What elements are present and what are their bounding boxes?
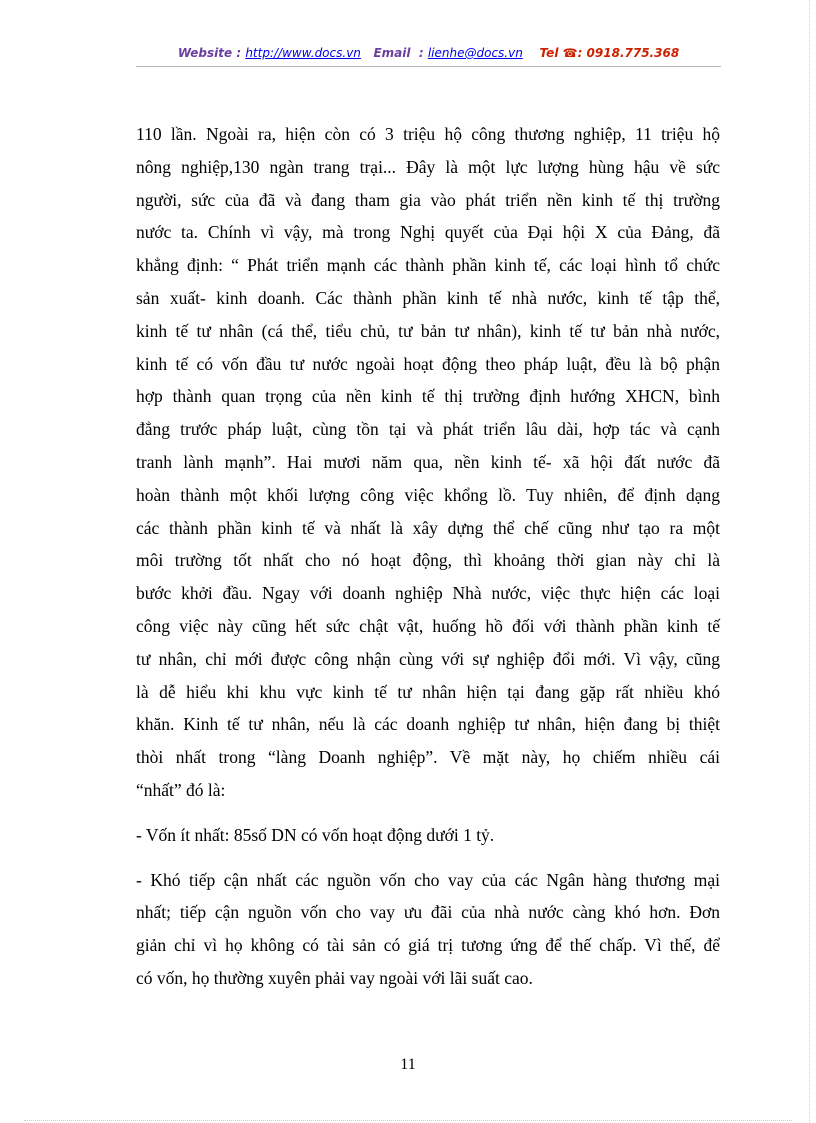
text-line: các thành phần kinh tế và nhất là xây dựng thể chế cũng như tạo ra một bbox=[136, 517, 720, 538]
page-bottom-border bbox=[24, 1120, 792, 1121]
text-line: hợp thành quan trọng của nền kinh tế thị trường định hướng XHCN, bình bbox=[136, 386, 720, 407]
text-line: giản chỉ vì họ không có tài sản có giá trị tương ứng để thế chấp. Vì thế, để bbox=[136, 935, 720, 956]
email-link[interactable]: lienhe@docs.vn bbox=[427, 46, 523, 60]
text-line: nước ta. Chính vì vậy, mà trong Nghị quyết của Đại hội X của Đảng, đã bbox=[136, 222, 720, 243]
paragraph bbox=[136, 864, 720, 995]
paragraph-gap bbox=[136, 852, 720, 864]
text-line: đẳng trước pháp luật, cùng tồn tại và phát triển lâu dài, hợp tác và cạnh bbox=[136, 419, 720, 440]
header-divider bbox=[136, 66, 721, 67]
text-line: bước khởi đầu. Ngay với doanh nghiệp Nhà nước, việc thực hiện các loại bbox=[136, 583, 720, 604]
website-label: Website : bbox=[177, 46, 242, 60]
phone-icon: ☎ bbox=[562, 46, 578, 60]
paragraph-gap bbox=[136, 807, 720, 819]
paragraph bbox=[136, 118, 720, 807]
text-line: 110 lần. Ngoài ra, hiện còn có 3 triệu hộ công thương nghiệp, 11 triệu hộ bbox=[136, 124, 720, 144]
text-line: - Vốn ít nhất: 85số DN có vốn hoạt động dưới 1 tỷ. bbox=[136, 824, 495, 845]
text-line: kinh tế có vốn đầu tư nước ngoài hoạt động theo pháp luật, đều là bộ phận bbox=[136, 353, 720, 374]
text-line: là dễ hiểu khi khu vực kinh tế tư nhân hiện tại đang gặp rất nhiều khó bbox=[136, 681, 720, 702]
text-line: kinh tế tư nhân (cá thể, tiểu chủ, tư bản tư nhân), kinh tế tư bản nhà nước, bbox=[136, 320, 720, 341]
text-line: - Khó tiếp cận nhất các nguồn vốn cho vay của các Ngân hàng thương mại bbox=[136, 869, 720, 890]
tel-label: Tel bbox=[539, 46, 559, 60]
text-line: có vốn, họ thường xuyên phải vay ngoài với lãi suất cao. bbox=[136, 967, 533, 988]
text-line: thòi nhất trong “làng Doanh nghiệp”. Về mặt này, họ chiếm nhiều cái bbox=[136, 747, 720, 768]
website-link[interactable]: http://www.docs.vn bbox=[245, 46, 361, 60]
text-line: nhất; tiếp cận nguồn vốn cho vay ưu đãi của nhà nước càng khó hơn. Đơn bbox=[136, 902, 720, 923]
text-line: tranh lành mạnh”. Hai mươi năm qua, nền kinh tế- xã hội đất nước đã bbox=[136, 451, 720, 472]
page-header bbox=[136, 46, 721, 66]
text-line: khẳng định: “ Phát triển mạnh các thành phần kinh tế, các loại hình tổ chức bbox=[136, 255, 720, 276]
text-line: người, sức của đã và đang tham gia vào phát triển nền kinh tế thị trường bbox=[136, 189, 720, 210]
text-line: “nhất” đó là: bbox=[136, 779, 226, 800]
phone-number: : 0918.775.368 bbox=[577, 46, 680, 60]
text-line: công việc này cũng hết sức chật vật, huống hồ đối với thành phần kinh tế bbox=[136, 615, 720, 636]
text-line: tư nhân, chỉ mới được công nhận cùng với sự nghiệp đổi mới. Vì vậy, cũng bbox=[136, 648, 720, 669]
page-number: 11 bbox=[400, 1056, 416, 1073]
text-line: nông nghiệp,130 ngàn trang trại... Đây là một lực lượng hùng hậu về sức bbox=[136, 156, 720, 177]
document-body bbox=[136, 118, 720, 995]
text-line: khăn. Kinh tế tư nhân, nếu là các doanh nghiệp tư nhân, hiện đang bị thiệt bbox=[136, 714, 720, 735]
paragraph bbox=[136, 819, 720, 852]
page-right-border bbox=[809, 0, 810, 1123]
text-line: sản xuất- kinh doanh. Các thành phần kinh tế nhà nước, kinh tế tập thể, bbox=[136, 287, 720, 308]
text-line: hoàn thành một khối lượng công việc khổng lồ. Tuy nhiên, để định dạng bbox=[136, 484, 720, 505]
email-separator: : bbox=[418, 46, 424, 60]
text-line: môi trường tốt nhất cho nó hoạt động, thì khoảng thời gian này chỉ là bbox=[136, 550, 720, 571]
email-label: Email bbox=[373, 46, 411, 60]
